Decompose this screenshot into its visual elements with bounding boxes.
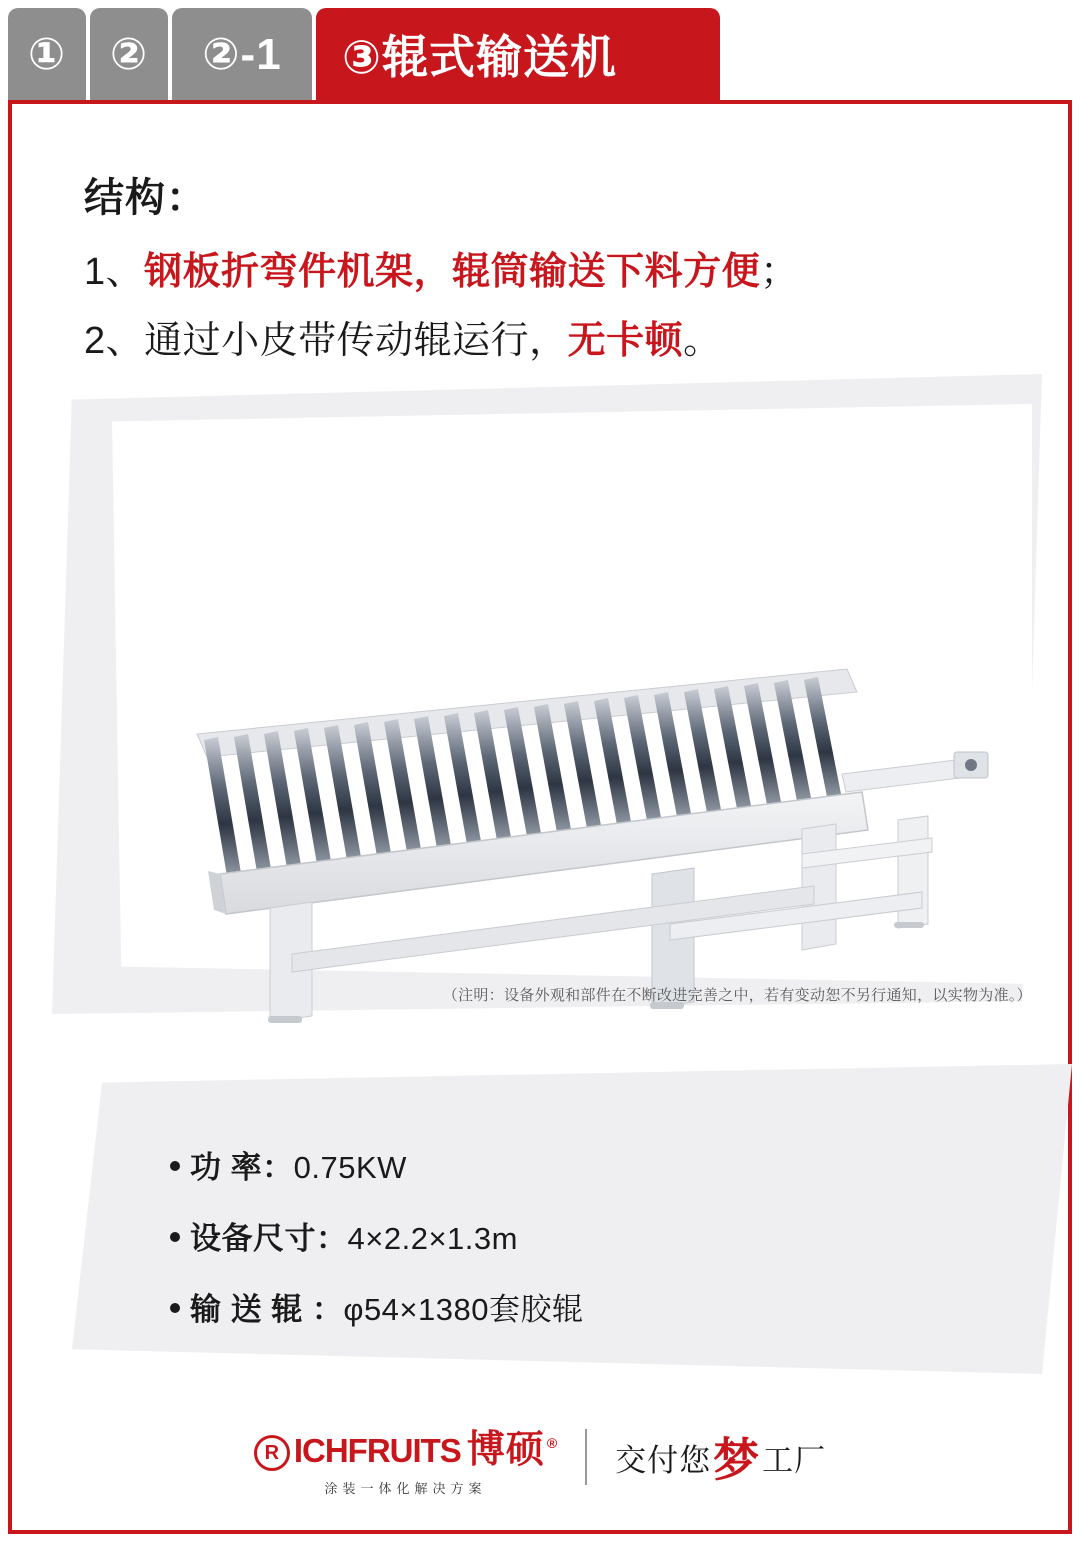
logo-badge-icon: R: [254, 1435, 290, 1471]
product-photo-area: [52, 374, 1042, 1014]
spec-item-power: [170, 1142, 584, 1187]
spec-item-roller: [170, 1284, 584, 1329]
spec-value-roller: φ54×1380套胶辊: [343, 1292, 584, 1327]
structure-item-2: [84, 316, 1018, 367]
spec-value-power: 0.75KW: [293, 1150, 407, 1185]
tab-step-3-roller-conveyor[interactable]: ③辊式输送机: [316, 8, 720, 100]
tab-step-1[interactable]: ①: [8, 8, 86, 100]
tab-bar-spacer: [720, 8, 1072, 100]
structure-item-2-index: 2、: [84, 320, 145, 363]
spec-value-dimensions: 4×2.2×1.3m: [347, 1221, 518, 1256]
spec-item-dimensions: [170, 1213, 584, 1258]
content-frame: [8, 100, 1072, 1534]
spec-panel: [72, 1064, 1072, 1374]
structure-item-2-pre: 通过小皮带传动辊运行，: [144, 320, 568, 363]
structure-item-1-highlight: 钢板折弯件机架，辊筒输送下料方便: [144, 251, 761, 293]
logo-english: ICHFRUITS: [293, 1431, 461, 1469]
logo-tagline: 涂装一体化解决方案: [324, 1480, 487, 1496]
footer: [12, 1412, 1068, 1502]
logo-wordmark: [254, 1418, 557, 1474]
spec-label-roller: 输 送 辊 ：: [190, 1292, 344, 1327]
tab-step-2[interactable]: ②: [90, 8, 168, 100]
spec-label-power: 功 率：: [190, 1150, 294, 1185]
footer-slogan: [615, 1424, 826, 1490]
slogan-dream-character: 梦: [713, 1433, 761, 1487]
structure-item-2-tail: 。: [683, 320, 722, 363]
logo-registered-icon: ®: [546, 1434, 558, 1451]
structure-section: [84, 166, 1018, 386]
tab-bar: [8, 8, 1072, 100]
spec-list: [170, 1142, 584, 1355]
brand-logo: [254, 1418, 826, 1497]
bullet-icon: [170, 1303, 180, 1313]
structure-item-1-tail: ；: [760, 251, 799, 293]
photo-disclaimer-note: （注明：设备外观和部件在不断改进完善之中，若有变动恕不另行通知，以实物为准。）: [442, 987, 1032, 1004]
structure-item-2-highlight: 无卡顿: [567, 320, 684, 363]
roller-conveyor-illustration: [142, 624, 1002, 1044]
tab-step-2-1[interactable]: ②-1: [172, 8, 312, 100]
spec-label-dimensions: 设备尺寸：: [190, 1221, 348, 1256]
logo-chinese: 博硕: [466, 1428, 545, 1471]
bullet-icon: [170, 1232, 180, 1242]
structure-item-1: [84, 247, 1018, 298]
bullet-icon: [170, 1161, 180, 1171]
structure-item-1-index: 1、: [84, 251, 145, 293]
slogan-suffix: 工厂: [762, 1442, 827, 1478]
structure-title: 结构：: [84, 176, 207, 220]
slogan-prefix: 交付您: [615, 1442, 712, 1478]
footer-divider: [585, 1429, 587, 1485]
logo-mark: [254, 1418, 557, 1497]
